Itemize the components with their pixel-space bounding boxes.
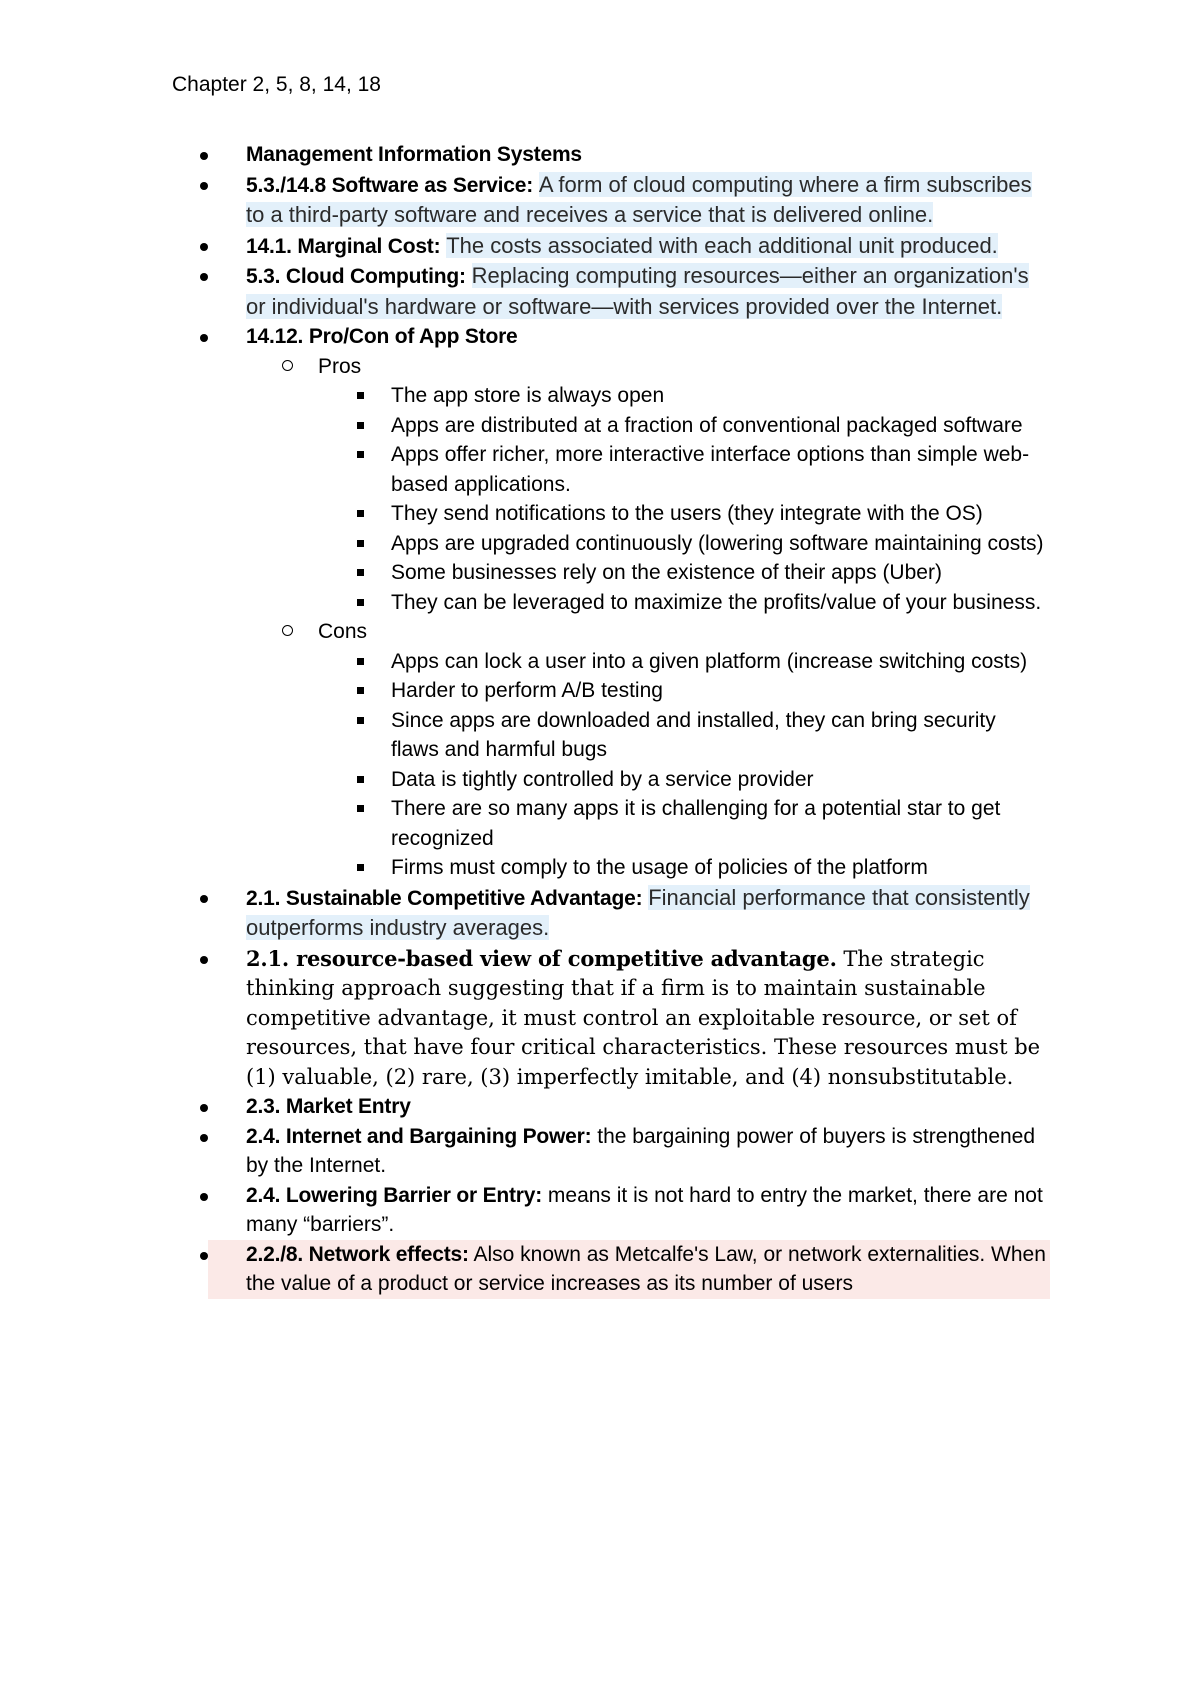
list-item-cloud-computing: [246, 261, 1046, 322]
list-item-saas: [246, 170, 1046, 231]
list-item-mis: [246, 140, 1046, 170]
square-bullet-icon: [357, 776, 364, 783]
definition: Replacing computing resources—either an organization's or individual's hardware or software—with services provided over the Internet.: [246, 263, 1029, 319]
con-item: Firms must comply to the usage of policies of the platform: [391, 853, 1046, 883]
list-item-bargaining-power: [246, 1122, 1046, 1181]
square-bullet-icon: [357, 540, 364, 547]
square-bullet-icon: [357, 392, 364, 399]
bullet-icon: [200, 895, 208, 903]
bullet-icon: [200, 243, 208, 251]
bullet-icon: [200, 182, 208, 190]
definition: The strategic thinking approach suggesting that if a firm is to maintain sustainable competitive advantage, it must control an exploitable resource, or set of resources, that have four critical characteristics. These resources must be (1) valuable, (2) rare, (3) imperfectly imitable, and (4) nonsubstitutable.: [246, 946, 1041, 1089]
definition: Also known as Metcalfe's Law, or network externalities. When the value of a product or service increases as its number of users: [246, 1242, 1046, 1295]
term: 2.3. Market Entry: [246, 1095, 411, 1118]
app-store-sublist: [246, 352, 1046, 883]
list-item-resource-based-view: [246, 944, 1046, 1093]
square-bullet-icon: [357, 805, 364, 812]
list-item-network-effects: [208, 1240, 1050, 1299]
bullet-icon: [200, 1134, 208, 1142]
circle-bullet-icon: [282, 625, 293, 636]
pro-item: They send notifications to the users (they integrate with the OS): [391, 499, 1046, 529]
square-bullet-icon: [357, 687, 364, 694]
square-bullet-icon: [357, 599, 364, 606]
list-item-marginal-cost: [246, 231, 1046, 262]
term: 14.1. Marginal Cost:: [246, 234, 441, 258]
list-item-sustainable-advantage: [246, 883, 1046, 944]
notes-list: [246, 140, 1046, 1299]
square-bullet-icon: [357, 451, 364, 458]
con-item: Data is tightly controlled by a service provider: [391, 765, 1046, 795]
term: 5.3. Cloud Computing:: [246, 265, 466, 288]
pro-item: They can be leveraged to maximize the profits/value of your business.: [391, 588, 1046, 618]
pro-item: Some businesses rely on the existence of their apps (Uber): [391, 558, 1046, 588]
bullet-icon: [200, 1193, 208, 1201]
term: Management Information Systems: [246, 143, 582, 166]
bullet-icon: [200, 152, 208, 160]
square-bullet-icon: [357, 422, 364, 429]
list-item-lowering-barrier: [246, 1181, 1046, 1240]
pro-item: Apps are distributed at a fraction of conventional packaged software: [391, 411, 1046, 441]
square-bullet-icon: [357, 510, 364, 517]
definition: The costs associated with each additional unit produced.: [446, 232, 998, 258]
page-title: Chapter 2, 5, 8, 14, 18: [172, 73, 381, 96]
term: 14.12. Pro/Con of App Store: [246, 325, 518, 348]
con-item: Since apps are downloaded and installed, they can bring security flaws and harmful bugs: [391, 706, 1046, 765]
bullet-icon: [200, 956, 208, 964]
con-item: There are so many apps it is challenging for a potential star to get recognized: [391, 794, 1046, 853]
term: 2.2./8. Network effects:: [246, 1242, 469, 1266]
definition: means it is not hard to entry the market, there are not many “barriers”.: [246, 1183, 1043, 1236]
square-bullet-icon: [357, 658, 364, 665]
term: 2.1. resource-based view of competitive advantage.: [246, 945, 837, 971]
pro-item: Apps offer richer, more interactive interface options than simple web-based applications.: [391, 440, 1046, 499]
circle-bullet-icon: [282, 360, 293, 371]
square-bullet-icon: [357, 569, 364, 576]
cons-group: [318, 617, 1046, 883]
pros-label: Pros: [318, 354, 362, 378]
con-item: Harder to perform A/B testing: [391, 676, 1046, 706]
list-item-market-entry: [246, 1092, 1046, 1122]
list-item-app-store: [246, 322, 1046, 883]
con-item: Apps can lock a user into a given platform (increase switching costs): [391, 647, 1046, 677]
definition: A form of cloud computing where a firm subscribes to a third-party software and receives a service that is delivered online.: [246, 171, 1032, 227]
bullet-icon: [200, 273, 208, 281]
bullet-icon: [200, 334, 208, 342]
definition: the bargaining power of buyers is strengthened by the Internet.: [246, 1124, 1036, 1177]
pros-group: [318, 352, 1046, 618]
term: 2.4. Internet and Bargaining Power:: [246, 1124, 592, 1148]
bullet-icon: [200, 1252, 208, 1260]
term: 2.1. Sustainable Competitive Advantage:: [246, 886, 643, 910]
pro-item: Apps are upgraded continuously (lowering software maintaining costs): [391, 529, 1046, 559]
term: 5.3./14.8 Software as Service:: [246, 173, 534, 197]
term: 2.4. Lowering Barrier or Entry:: [246, 1183, 543, 1207]
bullet-icon: [200, 1104, 208, 1112]
pros-list: [318, 381, 1046, 617]
definition: Financial performance that consistently outperforms industry averages.: [246, 884, 1030, 940]
square-bullet-icon: [357, 717, 364, 724]
cons-list: [318, 647, 1046, 883]
pro-item: The app store is always open: [391, 381, 1046, 411]
square-bullet-icon: [357, 864, 364, 871]
cons-label: Cons: [318, 620, 368, 643]
